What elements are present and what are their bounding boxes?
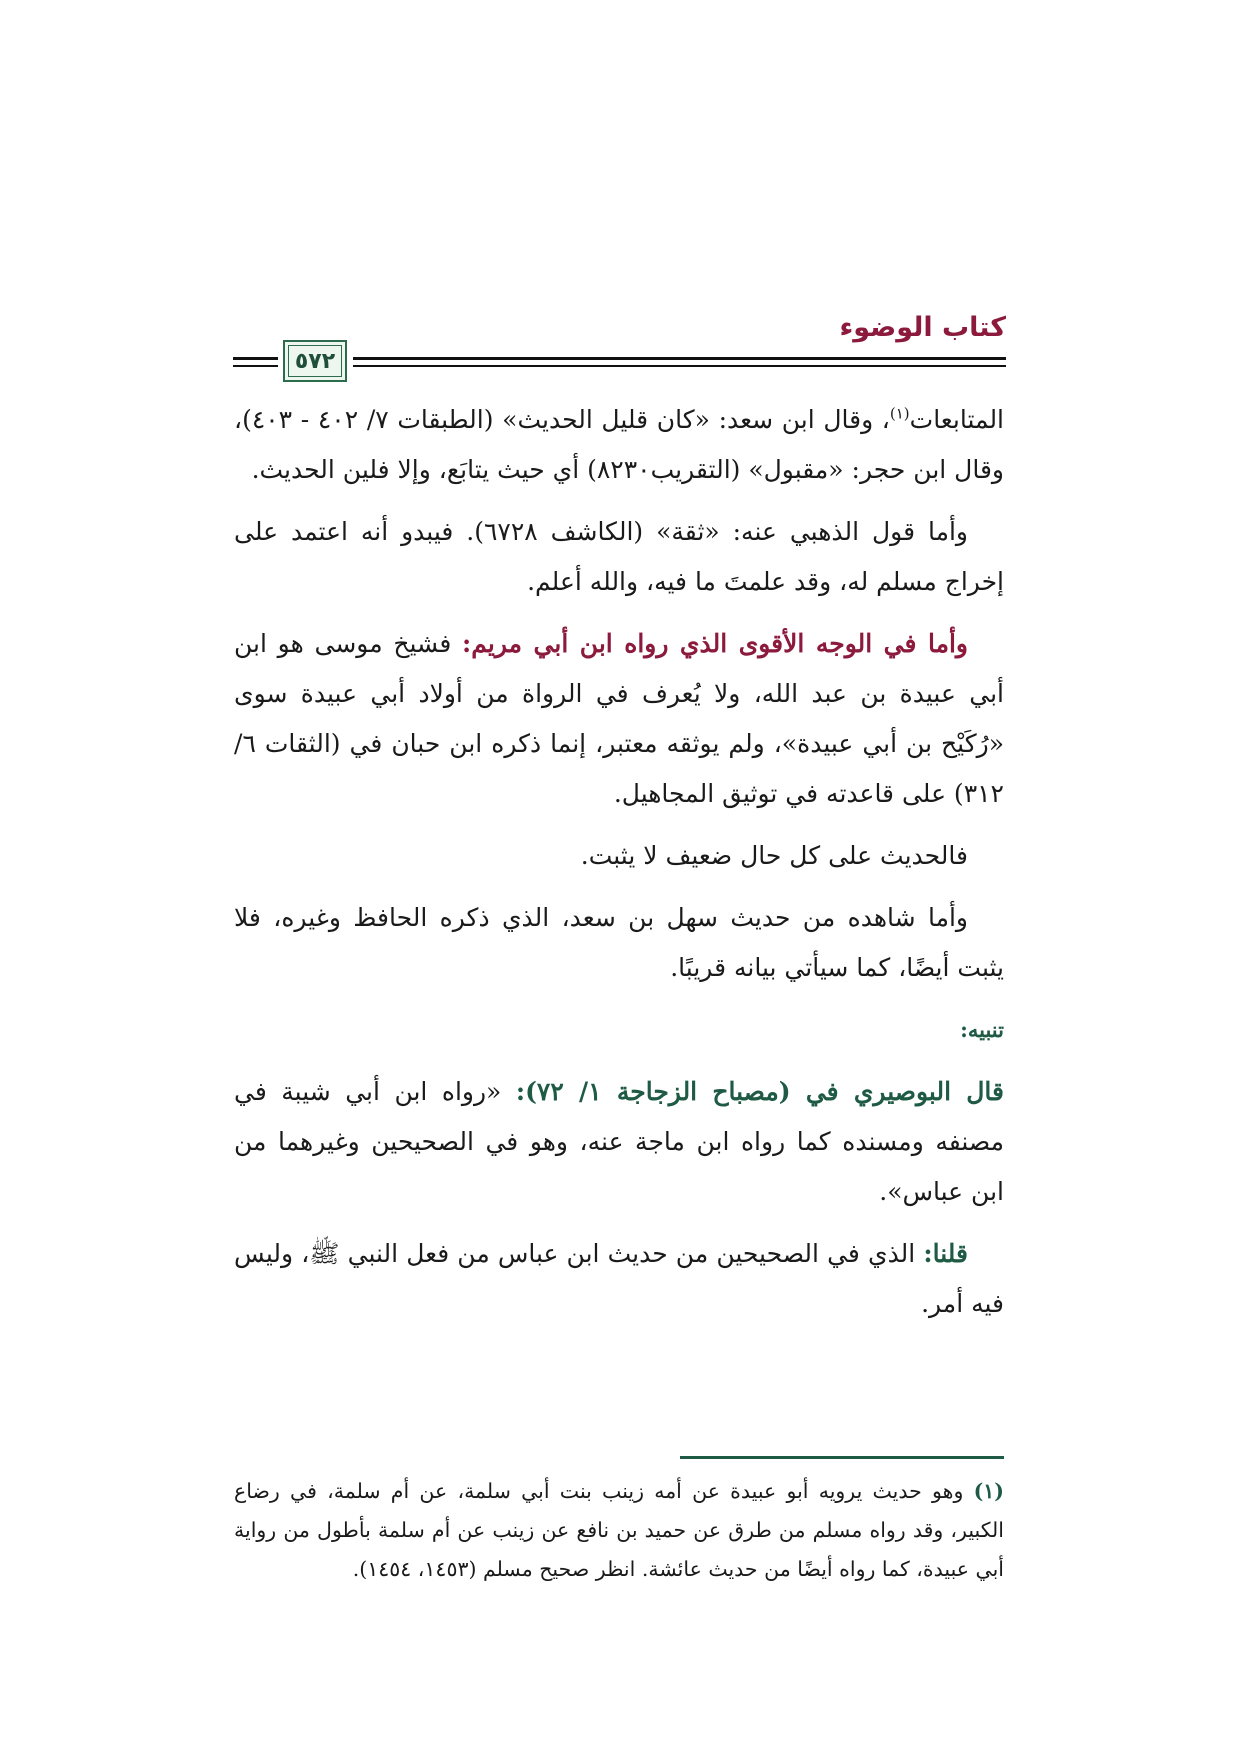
citation-heading: قال البوصيري في (مصباح الزجاجة ١/ ٧٢): <box>515 1077 1004 1106</box>
header-rule <box>353 357 1006 360</box>
header-rule <box>353 365 1006 367</box>
paragraph <box>234 395 1004 495</box>
book-title: كتاب الوضوء <box>839 312 1006 343</box>
footnote-reference[interactable]: (١) <box>889 404 910 423</box>
response-heading: قلنا: <box>923 1239 968 1268</box>
paragraph: وأما شاهده من حديث سهل بن سعد، الذي ذكره الحافظ وغيره، فلا يثبت أيضًا، كما سيأتي بيانه قريبًا. <box>234 903 1004 982</box>
paragraph <box>234 1229 1004 1329</box>
footnote-separator <box>680 1456 1004 1459</box>
section-heading: وأما في الوجه الأقوى الذي رواه ابن أبي مريم: <box>462 629 968 658</box>
page-number: ٥٧٢ <box>294 348 336 374</box>
page-header <box>233 312 1006 382</box>
notice-label: تنبيه: <box>960 1017 1004 1042</box>
paragraph-text: فشيخ موسى هو ابن أبي عبيدة بن عبد الله، ولا يُعرف في الرواة من أولاد أبي عبيدة سوى «رُكَيْح بن أبي عبيدة»، ولم يوثقه معتبر، إنما ذكره ابن حبان في (الثقات ٦/ ٣١٢) على قاعدته في توثيق المجاهيل. <box>234 629 1004 808</box>
footnote <box>234 1472 1004 1589</box>
paragraph-text: المتابعات <box>909 405 1005 434</box>
paragraph <box>234 1067 1004 1217</box>
footnote-text: وهو حديث يرويه أبو عبيدة عن أمه زينب بنت أبي سلمة، عن أم سلمة، في رضاع الكبير، وقد رواه مسلم من طرق عن حميد بن نافع عن زينب عن أم سلمة بأطول من رواية أبي عبيدة، كما رواه أيضًا من حديث عائشة. انظر صحيح مسلم (١٤٥٣، ١٤٥٤). <box>234 1479 1004 1581</box>
paragraph: وأما قول الذهبي عنه: «ثقة» (الكاشف ٦٧٢٨). فيبدو أنه اعتمد على إخراج مسلم له، وقد علمتَ ما فيه، والله أعلم. <box>234 517 1004 596</box>
paragraph <box>234 619 1004 819</box>
main-text <box>234 395 1004 1341</box>
footnote-marker: (١) <box>973 1479 1004 1503</box>
paragraph-text: الذي في الصحيحين من حديث ابن عباس من فعل النبي ﷺ، وليس فيه أمر. <box>234 1239 1004 1318</box>
paragraph-text: «رواه ابن أبي شيبة في مصنفه ومسنده كما رواه ابن ماجة عنه، وهو في الصحيحين وغيرهما من ابن عباس». <box>234 1077 1004 1206</box>
header-rule <box>233 357 278 360</box>
paragraph-text: ، وقال ابن سعد: «كان قليل الحديث» (الطبقات ٧/ ٤٠٢ - ٤٠٣)، وقال ابن حجر: «مقبول» (التقريب٨٢٣٠) أي حيث يتابَع، وإلا فلين الحديث. <box>234 405 1004 484</box>
header-rule <box>233 365 278 367</box>
paragraph: فالحديث على كل حال ضعيف لا يثبت. <box>580 841 968 870</box>
page-number-frame <box>283 340 347 382</box>
